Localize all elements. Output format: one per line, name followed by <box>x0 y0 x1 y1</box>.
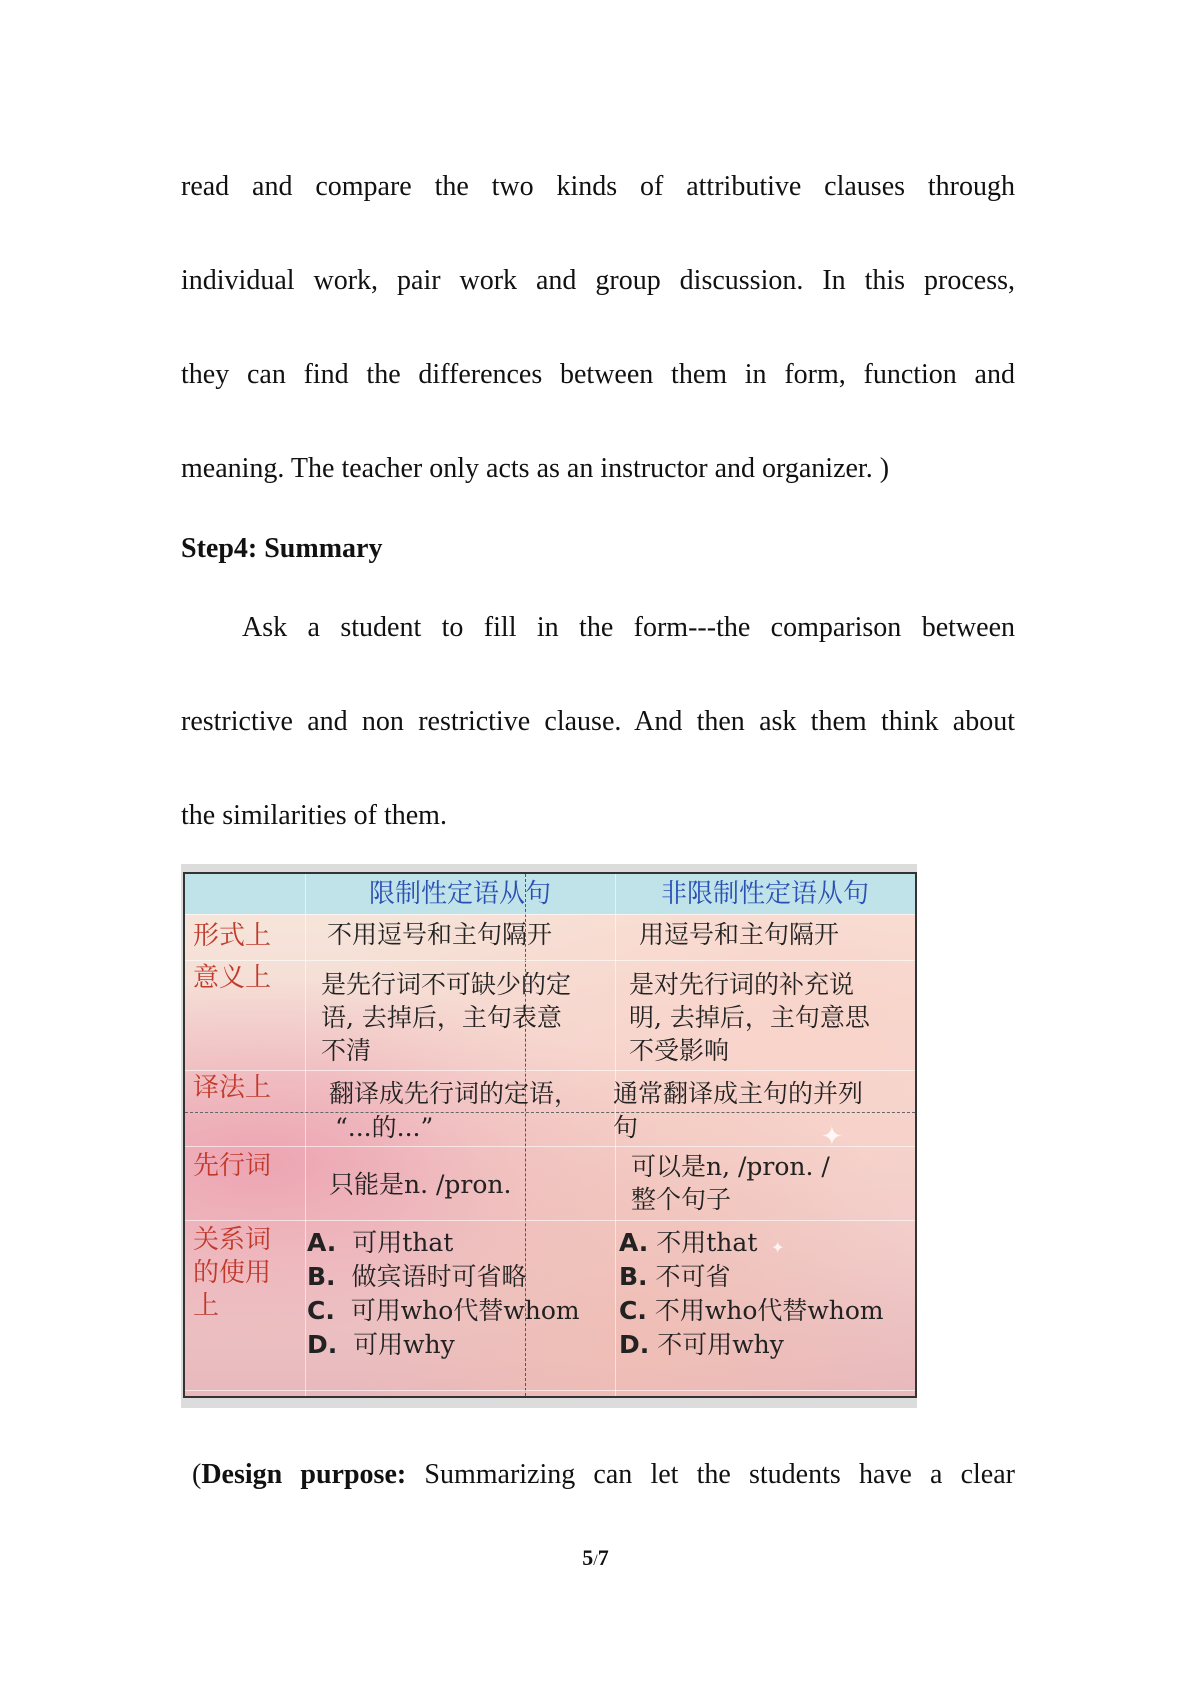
table-cell: 明, 去掉后，主句意思 <box>629 1003 870 1032</box>
paragraph-line: Ask a student to fill in the form---the comparison between <box>242 612 1015 643</box>
table-cell: “...的...” <box>335 1113 434 1142</box>
grid-line <box>185 1070 915 1071</box>
row-label: 上 <box>193 1291 220 1321</box>
sparkle-icon: ✦ <box>771 1240 785 1257</box>
column-header: 非限制性定语从句 <box>661 879 870 909</box>
option-item: D. 可用why <box>307 1330 455 1359</box>
option-item: A. 不用that <box>619 1228 758 1257</box>
paragraph-line: they can find the differences between them in form, function and <box>181 359 1015 390</box>
table-cell: 用逗号和主句隔开 <box>639 920 840 949</box>
step-heading: Step4: Summary <box>181 533 383 564</box>
grid-line <box>185 960 915 961</box>
column-header: 限制性定语从句 <box>369 879 552 909</box>
table-cell: 可以是n, /pron. / <box>631 1152 830 1181</box>
paragraph-line: the similarities of them. <box>181 800 447 831</box>
paragraph-line: individual work, pair work and group discussion. In this process, <box>181 265 1015 296</box>
grid-line <box>185 1220 915 1221</box>
row-label: 先行词 <box>193 1151 272 1181</box>
option-item: B. 不可省 <box>619 1262 731 1291</box>
option-item: C. 不用who代替whom <box>619 1296 884 1325</box>
paragraph-line: meaning. The teacher only acts as an instructor and organizer. ) <box>181 453 890 484</box>
table-cell: 语, 去掉后，主句表意 <box>321 1003 562 1032</box>
table-cell: 是对先行词的补充说 <box>629 970 855 999</box>
comparison-table-image <box>181 864 917 1408</box>
design-purpose-line: (Design purpose: Summarizing can let the students have a clear <box>192 1459 1015 1490</box>
row-label: 关系词 <box>193 1225 272 1255</box>
grid-line <box>185 1112 915 1113</box>
option-item: A. 可用that <box>307 1228 454 1257</box>
paragraph-line: restrictive and non restrictive clause. And then ask them think about <box>181 706 1015 737</box>
row-label: 意义上 <box>193 963 272 993</box>
grid-line <box>185 1146 915 1147</box>
table-cell: 是先行词不可缺少的定 <box>321 970 572 999</box>
grid-line <box>185 1390 915 1391</box>
grid-line <box>185 914 915 915</box>
grid-line <box>305 874 306 1396</box>
table-cell: 不受影响 <box>629 1036 730 1065</box>
table-cell: 通常翻译成主句的并列 <box>613 1079 864 1108</box>
comparison-table <box>183 872 917 1398</box>
page-number: 5/7 <box>582 1545 609 1570</box>
row-label: 译法上 <box>193 1073 272 1103</box>
row-label: 的使用 <box>193 1258 272 1288</box>
option-item: D. 不可用why <box>619 1330 784 1359</box>
table-cell: 不清 <box>321 1036 372 1065</box>
sparkle-icon: ✦ <box>821 1122 843 1151</box>
table-cell: 只能是n. /pron. <box>329 1170 512 1199</box>
paragraph-line: read and compare the two kinds of attributive clauses through <box>181 171 1015 202</box>
option-item: C. 可用who代替whom <box>307 1296 580 1325</box>
row-label: 形式上 <box>193 921 272 951</box>
option-item: B. 做宾语时可省略 <box>307 1262 527 1291</box>
table-cell: 整个句子 <box>631 1185 732 1214</box>
table-cell: 不用逗号和主句隔开 <box>327 920 553 949</box>
table-cell: 翻译成先行词的定语， <box>329 1079 580 1108</box>
table-cell: 句 <box>613 1113 639 1142</box>
